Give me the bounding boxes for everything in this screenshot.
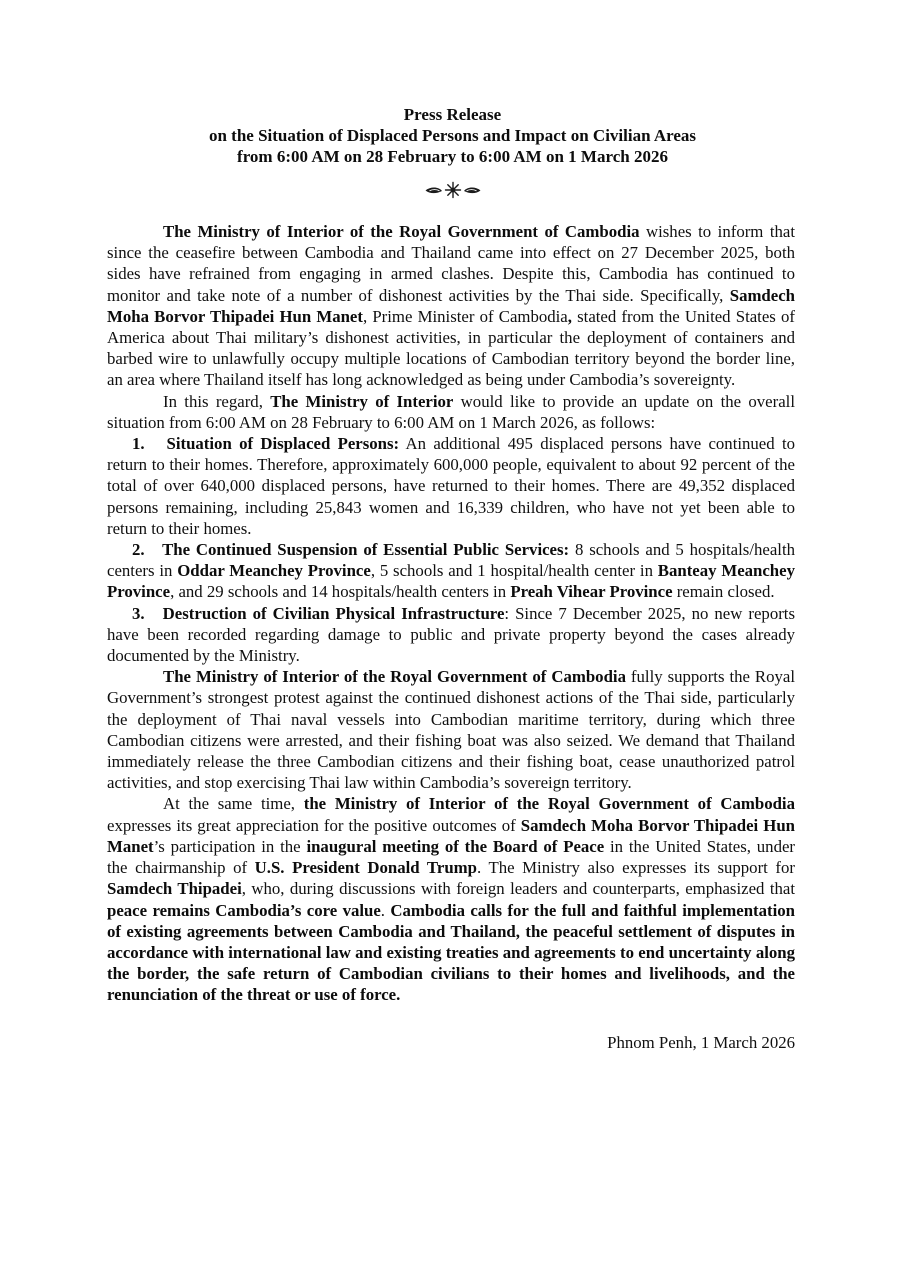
- text-run: Samdech Moha Borvor Thipadei Hun Manet: [107, 285, 795, 326]
- text-run: At the same time,: [163, 794, 304, 814]
- text-run: , Prime Minister of Cambodia: [362, 306, 568, 326]
- text-run: 1. Situation of Displaced Persons:: [132, 434, 400, 454]
- text-run: , and 29 schools and 14 hospitals/health centers in: [170, 582, 511, 602]
- text-run: The Ministry of Interior of the Royal Government of Cambodia: [163, 667, 626, 687]
- text-run: Oddar Meanchey Province: [177, 561, 371, 581]
- text-run: wishes to inform that since the ceasefire between Cambodia and Thailand came into effect on 27 December 2025, both sides have refrained from engaging in armed clashes. Despite this, Cambodia has continued to monitor and take note of a number of dishonest activities by the Thai side. Specifically,: [107, 222, 795, 305]
- paragraph: [107, 391, 795, 433]
- text-run: stated from the United States of America about Thai military’s dishonest activities, in particular the deployment of containers and barbed wire to unlawfully occupy multiple locations of Cambodian territory beyond the border line, an area where Thailand itself has long acknowledged as being under Cambodia’s sovereignty.: [107, 306, 795, 390]
- paragraph: [107, 433, 795, 539]
- text-run: .: [380, 900, 391, 920]
- document-body: [107, 221, 795, 1006]
- title-line-3: from 6:00 AM on 28 February to 6:00 AM on 1 March 2026: [237, 147, 668, 166]
- text-run: , who, during discussions with foreign leaders and counterparts, emphasized that: [241, 879, 795, 899]
- text-run: An additional 495 displaced persons have continued to return to their homes. Therefore, approximately 600,000 people, equivalent to about 92 percent of the total of over 640,000 displaced persons, have returned to their homes. There are 49,352 displaced persons remaining, including 25,843 women and 16,339 children, who have not yet been able to return to their homes.: [107, 434, 795, 538]
- text-run: inaugural meeting of the Board of Peace: [306, 836, 605, 856]
- text-run: . The Ministry also expresses its support for: [476, 858, 795, 878]
- text-run: fully supports the Royal Government’s strongest protest against the continued dishonest actions of the Thai side, particularly the deployment of Thai naval vessels into Cambodian maritime territory, during which three Cambodian citizens were arrested, and their fishing boat was also seized. We demand that Thailand immediately release the three Cambodian citizens and their fishing boat, cease unauthorized patrol activities, and stop exercising Thai law within Cambodia’s sovereign territory.: [107, 667, 795, 793]
- text-run: : Since 7 December 2025, no new reports have been recorded regarding damage to public and private property beyond the cases already documented by the Ministry.: [107, 603, 795, 666]
- text-run: would like to provide an update on the overall situation from 6:00 AM on 28 February to 6:00 AM on 1 March 2026, as follows:: [107, 391, 795, 432]
- floral-divider-icon: [0, 180, 905, 200]
- text-run: 8 schools and 5 hospitals/health centers in: [107, 540, 795, 581]
- text-run: , 5 schools and 1 hospital/health center in: [370, 561, 658, 581]
- text-run: U.S. President Donald Trump: [254, 858, 477, 878]
- text-run: The Ministry of Interior: [270, 391, 454, 411]
- paragraph: [107, 539, 795, 603]
- paragraph: [107, 221, 795, 391]
- text-run: remain closed.: [672, 582, 775, 602]
- text-run: The Ministry of Interior of the Royal Government of Cambodia: [163, 222, 640, 241]
- paragraph: [107, 793, 795, 1005]
- document-title: [0, 0, 905, 167]
- paragraph: [107, 666, 795, 793]
- text-run: expresses its great appreciation for the positive outcomes of: [107, 815, 521, 835]
- text-run: ,: [567, 306, 572, 326]
- text-run: Cambodia calls for the full and faithful implementation of existing agreements between Cambodia and Thailand, the peaceful settlement of disputes in accordance with international law and existing treaties and agreements to end uncertainty along the border, the safe return of Cambodian civilians to their homes and livelihoods, and the renunciation of the threat or use of force.: [107, 900, 796, 1005]
- signoff-dateline: Phnom Penh, 1 March 2026: [607, 1032, 795, 1052]
- text-run: in the United States, under the chairmanship of: [107, 836, 795, 878]
- paragraph: [107, 603, 795, 667]
- text-run: Samdech Moha Borvor Thipadei Hun Manet: [107, 815, 795, 856]
- text-run: 2. The Continued Suspension of Essential Public Services:: [132, 540, 570, 560]
- text-run: peace remains Cambodia’s core value: [107, 900, 381, 920]
- text-run: Preah Vihear Province: [510, 582, 673, 602]
- title-line-2: on the Situation of Displaced Persons and Impact on Civilian Areas: [208, 126, 697, 145]
- text-run: Banteay Meanchey Province: [107, 561, 795, 602]
- text-run: Samdech Thipadei: [107, 879, 242, 899]
- text-run: the Ministry of Interior of the Royal Government of Cambodia: [303, 794, 795, 814]
- text-run: ’s participation in the: [153, 836, 307, 856]
- text-run: In this regard,: [163, 391, 271, 411]
- text-run: 3. Destruction of Civilian Physical Infrastructure: [132, 603, 505, 623]
- title-line-1: Press Release: [403, 105, 502, 124]
